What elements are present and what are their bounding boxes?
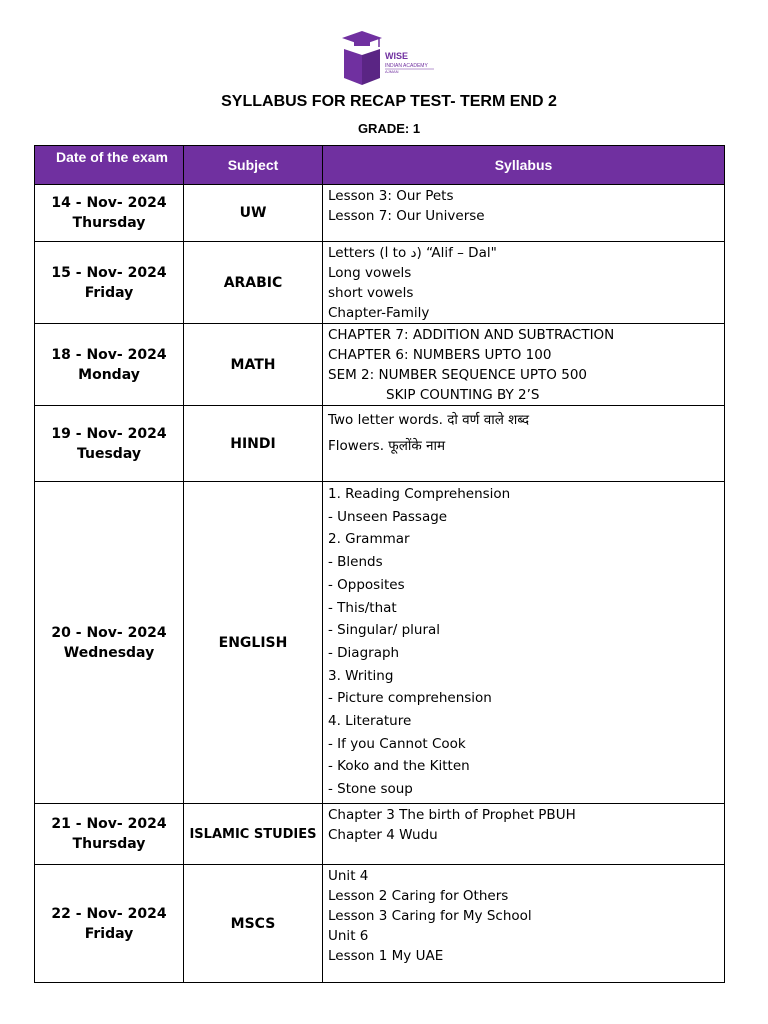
syllabus-cell [323, 185, 725, 242]
exam-date-cell [35, 406, 184, 482]
table-row [35, 482, 725, 804]
svg-text:INDIAN ACADEMY: INDIAN ACADEMY [385, 63, 428, 69]
exam-date: 22 - Nov- 2024 [51, 905, 167, 922]
subject-cell: ARABIC [184, 242, 323, 324]
syllabus-line: Lesson 2 Caring for Others [328, 888, 509, 904]
syllabus-line: CHAPTER 6: NUMBERS UPTO 100 [328, 347, 552, 363]
page-title: SYLLABUS FOR RECAP TEST- TERM END 2 [221, 93, 557, 110]
syllabus-line: Lesson 3 Caring for My School [328, 908, 532, 924]
table-row [35, 804, 725, 865]
exam-date: 15 - Nov- 2024 [51, 264, 167, 281]
syllabus-line: SEM 2: NUMBER SEQUENCE UPTO 500 [328, 367, 587, 383]
syllabus-line: - If you Cannot Cook [328, 735, 466, 752]
syllabus-line: Two letter words. दो वर्ण वाले शब्द [328, 412, 529, 428]
exam-date: 14 - Nov- 2024 [51, 195, 167, 211]
syllabus-line: Long vowels [328, 265, 412, 281]
exam-date-cell [35, 804, 184, 865]
syllabus-line: - This/that [328, 599, 397, 616]
exam-day: Thursday [72, 836, 146, 852]
exam-date: 20 - Nov- 2024 [51, 624, 167, 641]
exam-date-cell [35, 482, 184, 804]
exam-date: 21 - Nov- 2024 [51, 816, 167, 832]
syllabus-line: 2. Grammar [328, 531, 410, 548]
table-header-row [35, 146, 725, 185]
exam-date: 19 - Nov- 2024 [51, 425, 167, 442]
syllabus-cell [323, 406, 725, 482]
syllabus-line: - Singular/ plural [328, 622, 441, 639]
syllabus-line: SKIP COUNTING BY 2’S [386, 387, 540, 403]
subject-cell: MATH [184, 324, 323, 406]
syllabus-line: - Stone soup [328, 781, 413, 798]
table-row [35, 324, 725, 406]
syllabus-line: 1. Reading Comprehension [328, 486, 511, 502]
grade-label: GRADE: 1 [357, 121, 421, 136]
syllabus-line: Lesson 3: Our Pets [328, 188, 454, 204]
syllabus-cell [323, 242, 725, 324]
exam-date-cell [35, 242, 184, 324]
syllabus-line: 4. Literature [328, 713, 412, 730]
exam-day: Tuesday [77, 445, 141, 462]
table-row [35, 185, 725, 242]
exam-day: Monday [78, 366, 140, 383]
svg-text:WISE: WISE [385, 51, 409, 61]
syllabus-line: 3. Writing [328, 667, 394, 684]
exam-date-cell [35, 185, 184, 242]
exam-day: Wednesday [63, 644, 155, 661]
header-date: Date of the exam [35, 146, 184, 185]
exam-day: Friday [84, 925, 134, 942]
table-row [35, 242, 725, 324]
syllabus-line: Unit 4 [328, 868, 369, 884]
subject-cell: HINDI [184, 406, 323, 482]
syllabus-cell [323, 865, 725, 983]
syllabus-line: - Picture comprehension [328, 690, 492, 707]
syllabus-line: - Blends [328, 554, 383, 571]
syllabus-line: - Unseen Passage [328, 508, 448, 525]
subject-cell: ENGLISH [184, 482, 323, 804]
syllabus-line: Chapter 3 The birth of Prophet PBUH [328, 807, 576, 823]
subject-cell: ISLAMIC STUDIES [184, 804, 323, 865]
syllabus-line: - Opposites [328, 576, 405, 593]
school-logo [338, 30, 438, 88]
exam-date-cell [35, 324, 184, 406]
syllabus-line: Lesson 7: Our Universe [328, 208, 485, 224]
syllabus-line: Unit 6 [328, 928, 369, 944]
syllabus-line: Chapter 4 Wudu [328, 827, 438, 843]
syllabus-cell [323, 482, 725, 804]
syllabus-table [34, 145, 725, 983]
syllabus-line: Flowers. फूलोंके नाम [328, 438, 446, 454]
svg-text:AJMAN: AJMAN [385, 69, 399, 74]
syllabus-line: - Koko and the Kitten [328, 758, 470, 775]
syllabus-line: Letters (ا to د) “Alif – Dal" [328, 245, 497, 261]
subject-cell: UW [184, 185, 323, 242]
syllabus-line: - Diagraph [328, 644, 400, 661]
syllabus-line: CHAPTER 7: ADDITION AND SUBTRACTION [328, 327, 615, 343]
syllabus-line: Lesson 1 My UAE [328, 948, 444, 964]
subject-cell: MSCS [184, 865, 323, 983]
exam-date-cell [35, 865, 184, 983]
syllabus-line: short vowels [328, 285, 414, 301]
table-row [35, 406, 725, 482]
exam-day: Friday [84, 284, 134, 301]
syllabus-cell [323, 804, 725, 865]
table-row [35, 865, 725, 983]
exam-day: Thursday [72, 215, 146, 231]
header-syllabus: Syllabus [323, 146, 725, 185]
syllabus-cell [323, 324, 725, 406]
syllabus-line: Chapter-Family [328, 305, 430, 321]
header-subject: Subject [184, 146, 323, 185]
exam-date: 18 - Nov- 2024 [51, 346, 167, 363]
